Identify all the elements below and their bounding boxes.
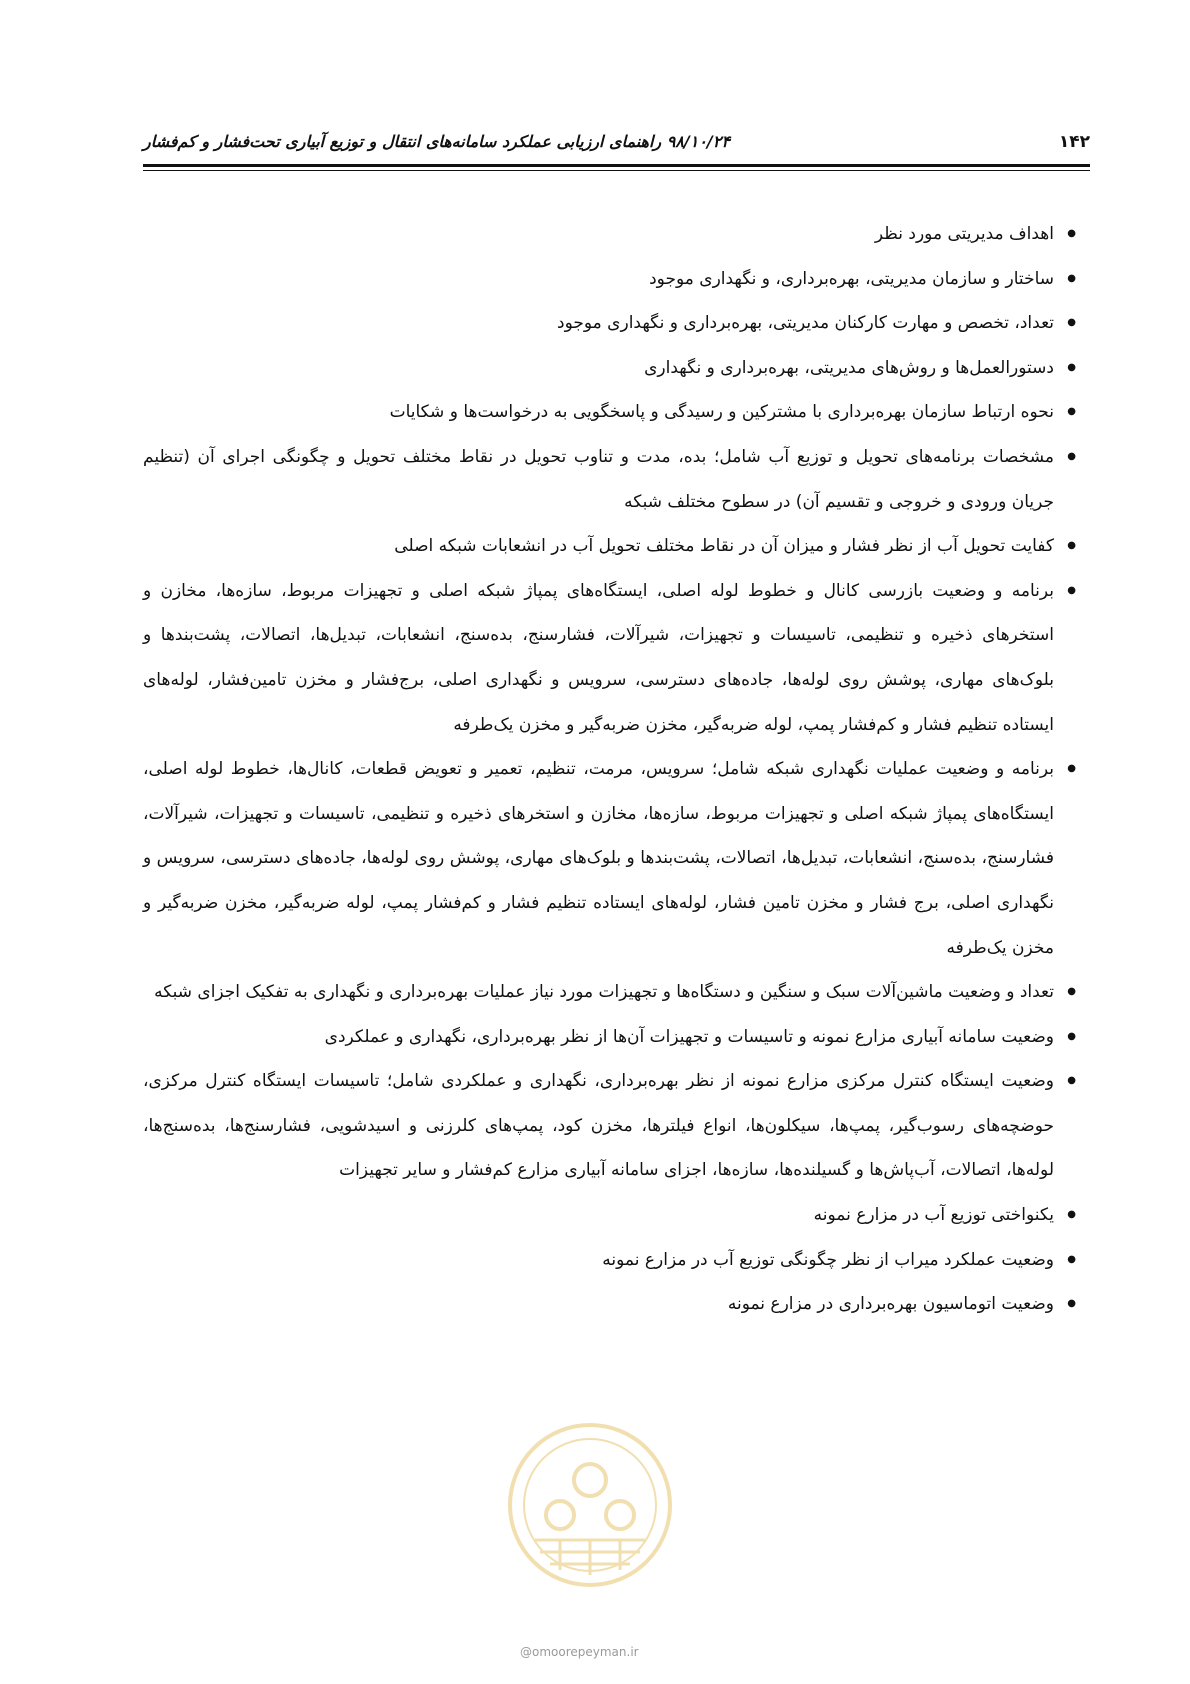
list-item: ● برنامه و وضعیت بازرسی کانال و خطوط لوله اصلی، ایستگاه‌های پمپاژ شبکه اصلی و تجهیزات مربوط، سازه‌ها، مخازن و استخرهای ذخیره و تنظیمی، تاسیسات و تجهیزات، شیرآلات، فشارسنج، بده‌سنج، انشعابات، تبدیل‌ها، اتصالات، پشت‌بندها و بلوک‌های مهاری، پوشش روی لوله‌ها، جاده‌های دسترسی، سرویس و نگهداری اصلی، برج‌فشار و مخزن تامین‌فشار، لوله‌های ایستاده تنظیم فشار و کم‌فشار پمپ، لوله ضربه‌گیر، مخزن ضربه‌گیر و مخزن یک‌طرفه: [143, 569, 1078, 747]
list-item: ● کفایت تحویل آب از نظر فشار و میزان آن در نقاط مختلف تحویل آب در انشعابات شبکه اصلی: [143, 524, 1078, 569]
list-item: ● مشخصات برنامه‌های تحویل و توزیع آب شامل؛ بده، مدت و تناوب تحویل در نقاط مختلف تحویل و چگونگی اجرای آن (تنظیم جریان ورودی و خروجی و تقسیم آن) در سطوح مختلف شبکه: [143, 435, 1078, 524]
running-title: ۹۸/۱۰/۲۴ راهنمای ارزیابی عملکرد سامانه‌های انتقال و توزیع آبیاری تحت‌فشار و کم‌فشار: [143, 132, 730, 151]
bullet-list: [143, 212, 1078, 1327]
page-number: ۱۴۲: [1058, 132, 1090, 152]
list-item: ● یکنواختی توزیع آب در مزارع نمونه: [143, 1193, 1078, 1238]
list-item: ● وضعیت اتوماسیون بهره‌برداری در مزارع نمونه: [143, 1282, 1078, 1327]
list-item: ● وضعیت سامانه آبیاری مزارع نمونه و تاسیسات و تجهیزات آن‌ها از نظر بهره‌برداری، نگهداری و عملکردی: [143, 1015, 1078, 1060]
list-item: ● ساختار و سازمان مدیریتی، بهره‌برداری، و نگهداری موجود: [143, 257, 1078, 302]
gear-seal-logo-icon: [505, 1420, 675, 1590]
list-item: ● وضعیت ایستگاه کنترل مرکزی مزارع نمونه از نظر بهره‌برداری، نگهداری و عملکردی شامل؛ تاسیسات ایستگاه کنترل مرکزی، حوضچه‌های رسوب‌گیر، پمپ‌ها، سیکلون‌ها، انواع فیلترها، مخزن کود، پمپ‌های کلرزنی و اسیدشویی، فشارسنج‌ها، بده‌سنج‌ها، لوله‌ها، اتصالات، آب‌پاش‌ها و گسیلنده‌ها، سازه‌ها، اجزای سامانه آبیاری مزارع کم‌فشار و سایر تجهیزات: [143, 1059, 1078, 1193]
list-item: ● اهداف مدیریتی مورد نظر: [143, 212, 1078, 257]
header-rule-thick: [143, 164, 1090, 167]
list-item: ● نحوه ارتباط سازمان بهره‌برداری با مشترکین و رسیدگی و پاسخگویی به درخواست‌ها و شکایات: [143, 390, 1078, 435]
list-item: ● تعداد، تخصص و مهارت کارکنان مدیریتی، بهره‌برداری و نگهداری موجود: [143, 301, 1078, 346]
page-body: [143, 212, 1078, 1327]
list-item: ● برنامه و وضعیت عملیات نگهداری شبکه شامل؛ سرویس، مرمت، تنظیم، تعمیر و تعویض قطعات، کانال‌ها، خطوط لوله اصلی، ایستگاه‌های پمپاژ شبکه اصلی و تجهیزات مربوط، سازه‌ها، مخازن و استخرهای ذخیره و تنظیمی، تاسیسات و تجهیزات، شیرآلات، فشارسنج، بده‌سنج، انشعابات، تبدیل‌ها، اتصالات، پشت‌بندها و بلوک‌های مهاری، پوشش روی لوله‌ها، جاده‌های دسترسی، سرویس و نگهداری اصلی، برج فشار و مخزن تامین فشار، لوله‌های ایستاده تنظیم فشار و کم‌فشار پمپ، لوله ضربه‌گیر، مخزن ضربه‌گیر و مخزن یک‌طرفه: [143, 747, 1078, 970]
watermark-url: @omoorepeyman.ir: [520, 1645, 639, 1659]
header-rule-thin: [143, 170, 1090, 171]
list-item: ● دستورالعمل‌ها و روش‌های مدیریتی، بهره‌برداری و نگهداری: [143, 346, 1078, 391]
list-item: ● تعداد و وضعیت ماشین‌آلات سبک و سنگین و دستگاه‌ها و تجهیزات مورد نیاز عملیات بهره‌برداری و نگهداری به تفکیک اجزای شبکه: [143, 970, 1078, 1015]
page-header: [143, 128, 1090, 168]
list-item: ● وضعیت عملکرد میراب از نظر چگونگی توزیع آب در مزارع نمونه: [143, 1238, 1078, 1283]
